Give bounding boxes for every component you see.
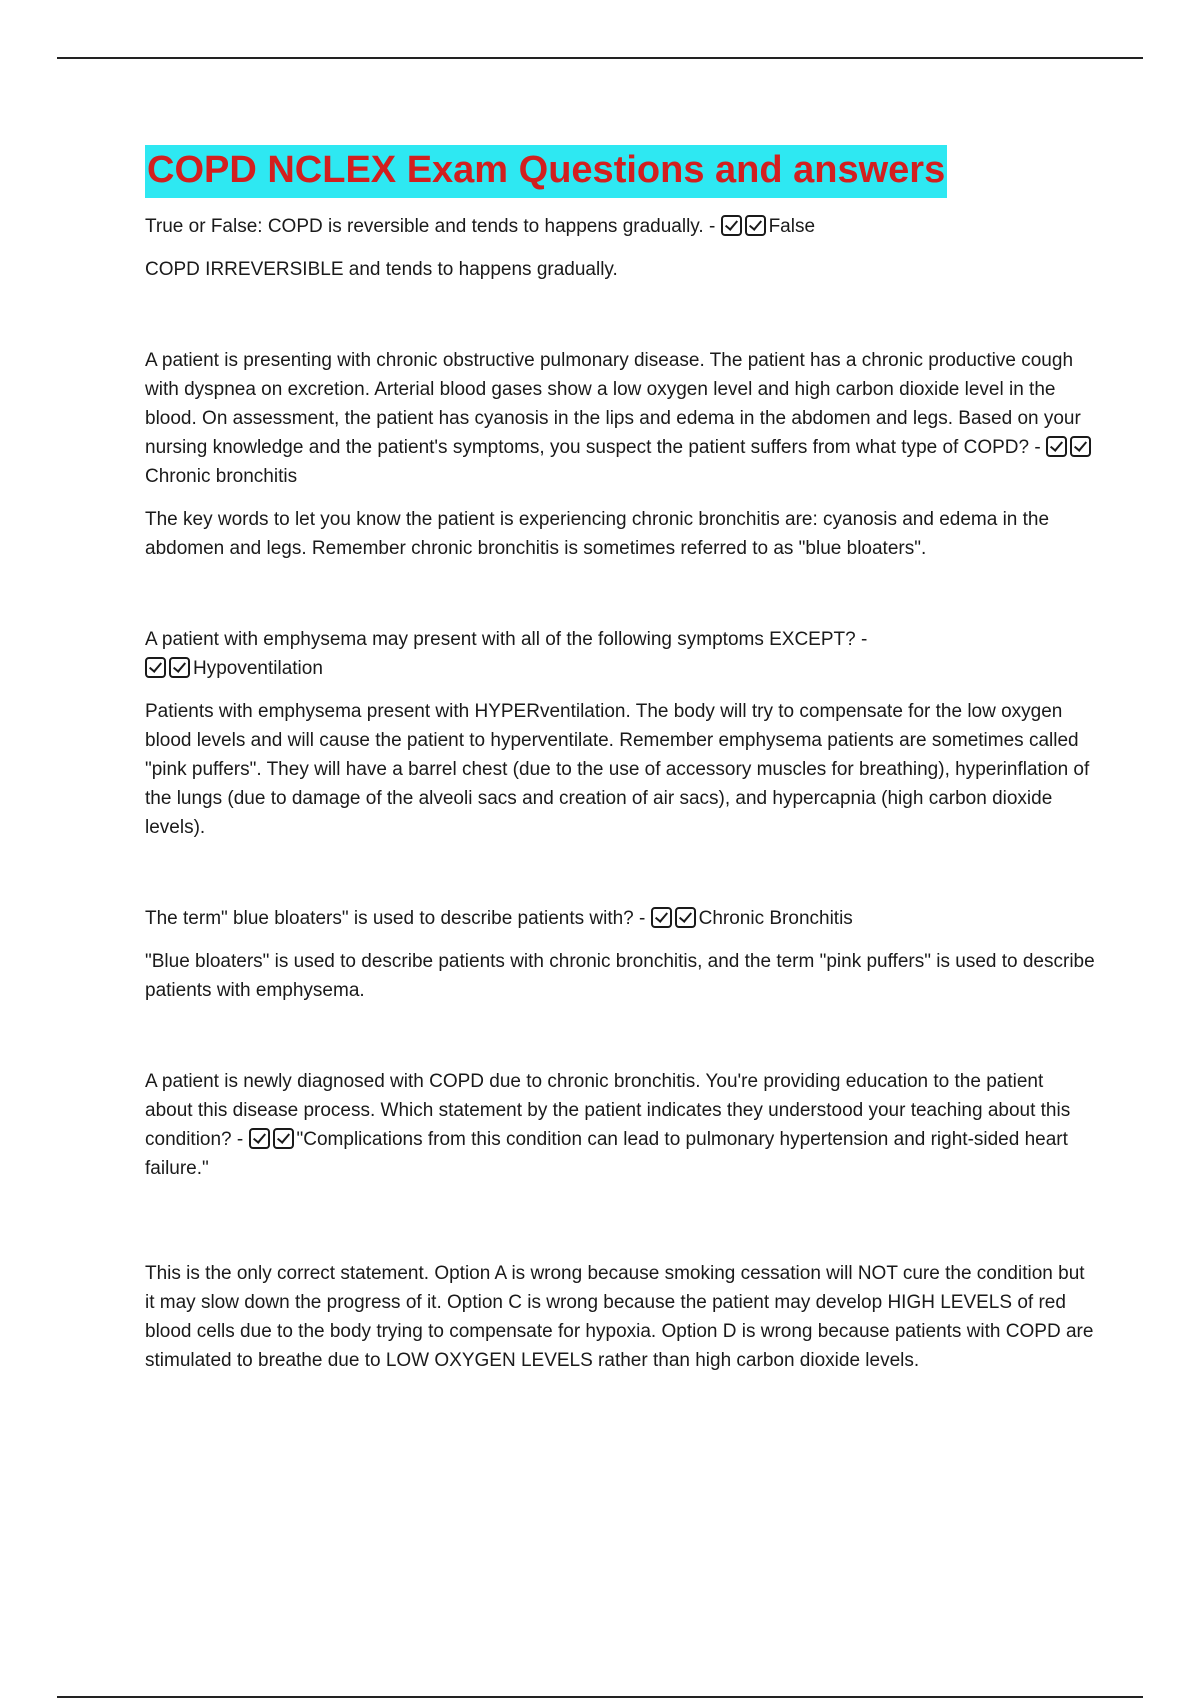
- question-text: The term" blue bloaters" is used to describe patients with? -: [145, 908, 651, 929]
- document-title: COPD NCLEX Exam Questions and answers: [147, 149, 946, 191]
- bottom-rule: [57, 1696, 1143, 1698]
- checkbox-icon: [273, 1128, 294, 1149]
- question-4: [145, 904, 1095, 933]
- checkbox-icon: [721, 215, 742, 236]
- question-text: True or False: COPD is reversible and tends to happens gradually. -: [145, 216, 721, 237]
- document-body: [145, 145, 1095, 1375]
- rationale-5: This is the only correct statement. Option A is wrong because smoking cessation will NOT cure the condition but it may slow down the progress of it. Option C is wrong because the patient may develop HIGH LEVELS of red blood cells due to the body trying to compensate for hypoxia. Option D is wrong because patients with COPD are stimulated to breathe due to LOW OXYGEN LEVELS rather than high carbon dioxide levels.: [145, 1263, 1094, 1371]
- question-text: A patient with emphysema may present with all of the following symptoms EXCEPT? -: [145, 629, 868, 650]
- rationale-4: "Blue bloaters" is used to describe patients with chronic bronchitis, and the term "pink puffers" is used to describe patients with emphysema.: [145, 951, 1095, 1001]
- qa-item-3: [145, 625, 1095, 842]
- checkbox-icon: [249, 1128, 270, 1149]
- qa-item-2: [145, 346, 1095, 563]
- question-text: A patient is presenting with chronic obstructive pulmonary disease. The patient has a chronic productive cough with dyspnea on excretion. Arterial blood gases show a low oxygen level and high carbon dioxide level in the blood. On assessment, the patient has cyanosis in the lips and edema in the abdomen and legs. Based on your nursing knowledge and the patient's symptoms, you suspect the patient suffers from what type of COPD? -: [145, 350, 1081, 458]
- checkbox-icon: [675, 907, 696, 928]
- checkbox-icon: [651, 907, 672, 928]
- rationale-1: COPD IRREVERSIBLE and tends to happens gradually.: [145, 259, 618, 280]
- question-2: [145, 346, 1095, 491]
- checkbox-icon: [1046, 436, 1067, 457]
- answer-text: "Complications from this condition can lead to pulmonary hypertension and right-sided heart failure.": [145, 1129, 1068, 1179]
- answer-text: Hypoventilation: [193, 658, 323, 679]
- answer-text: Chronic bronchitis: [145, 466, 298, 487]
- qa-item-1: [145, 212, 1095, 284]
- checkbox-icon: [1070, 436, 1091, 457]
- checkbox-icon: [745, 215, 766, 236]
- title-highlight: [145, 145, 947, 198]
- question-1: [145, 212, 1095, 241]
- qa-item-5: [145, 1067, 1095, 1375]
- rationale-3: Patients with emphysema present with HYPERventilation. The body will try to compensate for the low oxygen blood levels and will cause the patient to hyperventilate. Remember emphysema patients are sometimes called "pink puffers". They will have a barrel chest (due to the use of accessory muscles for breathing), hyperinflation of the lungs (due to damage of the alveoli sacs and creation of air sacs), and hypercapnia (high carbon dioxide levels).: [145, 701, 1090, 838]
- checkbox-icon: [145, 657, 166, 678]
- question-5: [145, 1067, 1095, 1183]
- checkbox-icon: [169, 657, 190, 678]
- top-rule: [57, 57, 1143, 59]
- rationale-2: The key words to let you know the patient is experiencing chronic bronchitis are: cyanosis and edema in the abdomen and legs. Remember chronic bronchitis is sometimes referred to as "blue bloaters".: [145, 509, 1050, 559]
- answer-text: Chronic Bronchitis: [698, 908, 853, 929]
- qa-item-4: [145, 904, 1095, 1005]
- question-text: A patient is newly diagnosed with COPD due to chronic bronchitis. You're providing education to the patient about this disease process. Which statement by the patient indicates they understood your teaching about this condition? -: [145, 1071, 1071, 1150]
- question-3: [145, 625, 1095, 683]
- answer-text: False: [768, 216, 816, 237]
